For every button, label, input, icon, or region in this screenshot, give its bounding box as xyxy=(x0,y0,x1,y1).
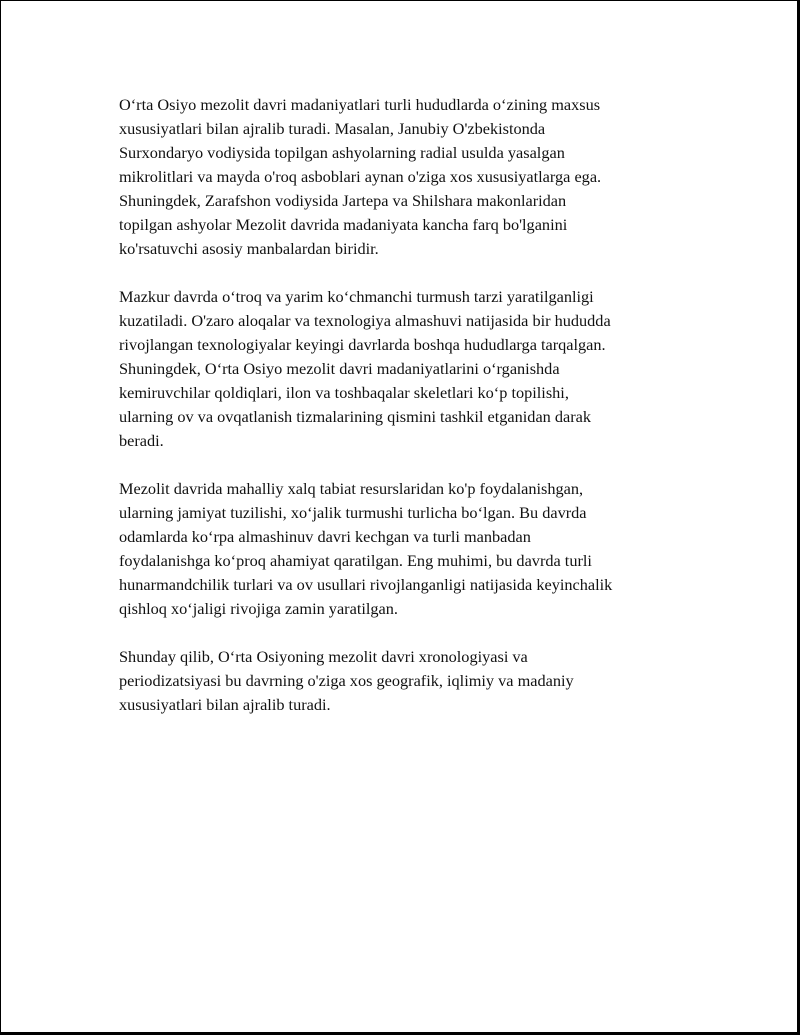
text-line: odamlarda ko‘rpa almashinuv davri kechgan va turli manbadan xyxy=(119,527,531,546)
text-line: O‘rta Osiyo mezolit davri madaniyatlari turli hududlarda o‘zining maxsus xyxy=(119,95,601,114)
text-line: xususiyatlari bilan ajralib turadi. Masalan, Janubiy O'zbekistonda xyxy=(119,119,546,138)
text-line: Shunday qilib, O‘rta Osiyoning mezolit davri xronologiyasi va xyxy=(119,647,528,666)
text-line: beradi. xyxy=(119,431,164,450)
text-line: kuzatiladi. O'zaro aloqalar va texnologiya almashuvi natijasida bir hududda xyxy=(119,311,611,330)
text-line: ko'rsatuvchi asosiy manbalardan biridir. xyxy=(119,239,379,258)
text-line: Mezolit davrida mahalliy xalq tabiat resurslaridan ko'p foydalanishgan, xyxy=(119,479,584,498)
text-line: hunarmandchilik turlari va ov usullari rivojlanganligi natijasida keyinchalik xyxy=(119,575,613,594)
text-line: foydalanishga ko‘proq ahamiyat qaratilgan. Eng muhimi, bu davrda turli xyxy=(119,551,592,570)
text-line: topilgan ashyolar Mezolit davrida madaniyata kancha farq bo'lganini xyxy=(119,215,568,234)
text-line: ularning jamiyat tuzilishi, xo‘jalik turmushi turlicha bo‘lgan. Bu davrda xyxy=(119,503,587,522)
text-line: rivojlangan texnologiyalar keyingi davrlarda boshqa hududlarga tarqalgan. xyxy=(119,335,606,354)
text-line: qishloq xo‘jaligi rivojiga zamin yaratilgan. xyxy=(119,599,398,618)
text-line: Shuningdek, O‘rta Osiyo mezolit davri madaniyatlarini o‘rganishda xyxy=(119,359,560,378)
paragraph-1 xyxy=(119,93,689,261)
text-line: Shuningdek, Zarafshon vodiysida Jartepa va Shilshara makonlaridan xyxy=(119,191,567,210)
text-line: xususiyatlari bilan ajralib turadi. xyxy=(119,695,331,714)
text-line: Surxondaryo vodiysida topilgan ashyolarning radial usulda yasalgan xyxy=(119,143,565,162)
document-body xyxy=(119,93,689,741)
paragraph-4 xyxy=(119,645,689,717)
paragraph-2 xyxy=(119,285,689,453)
text-line: Mazkur davrda o‘troq va yarim ko‘chmanchi turmush tarzi yaratilganligi xyxy=(119,287,594,306)
text-line: ularning ov va ovqatlanish tizmalarining qismini tashkil etganidan darak xyxy=(119,407,592,426)
text-line: mikrolitlari va mayda o'roq asboblari aynan o'ziga xos xususiyatlarga ega. xyxy=(119,167,602,186)
text-line: periodizatsiyasi bu davrning o'ziga xos geografik, iqlimiy va madaniy xyxy=(119,671,574,690)
paragraph-3 xyxy=(119,477,689,621)
text-line: kemiruvchilar qoldiqlari, ilon va toshbaqalar skeletlari ko‘p topilishi, xyxy=(119,383,569,402)
